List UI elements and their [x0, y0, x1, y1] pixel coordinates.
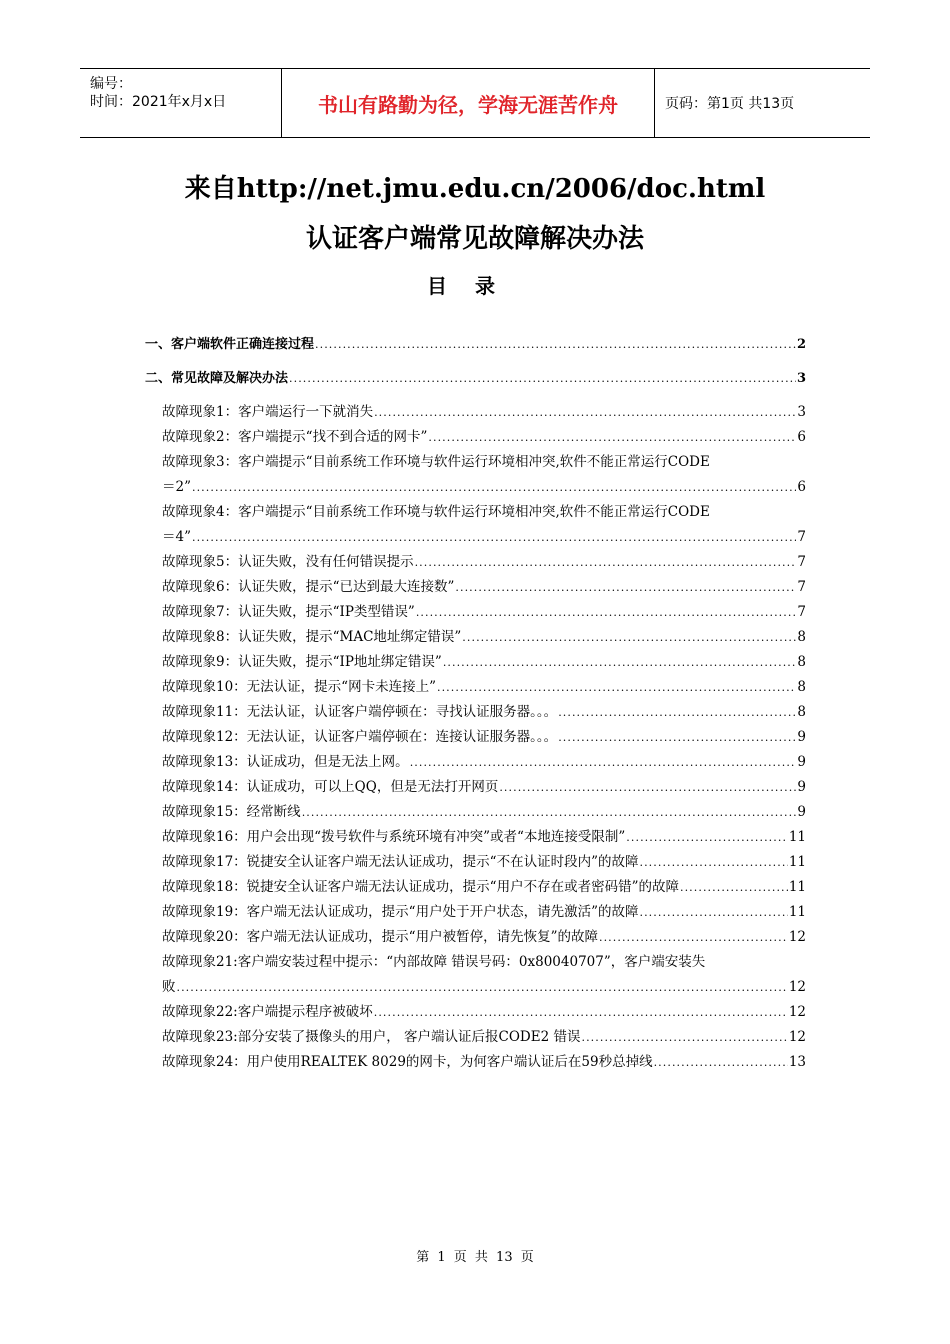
toc-page-number: 12 — [788, 929, 806, 945]
toc-item-text: 故障现象9：认证失败，提示“IP地址绑定错误” — [162, 654, 442, 670]
toc-item-text: 故障现象8：认证失败，提示“MAC地址绑定错误” — [162, 629, 462, 645]
toc-leader — [558, 700, 796, 725]
toc-leader — [443, 650, 797, 675]
toc-item-text: 故障现象24：用户使用REALTEK 8029的网卡，为何客户端认证后在59秒总掉线 — [162, 1054, 653, 1070]
toc-page-number: 7 — [797, 554, 806, 570]
header-page-info: 页码：第1页 共13页 — [665, 96, 795, 112]
toc-item[interactable] — [162, 925, 806, 950]
toc-item[interactable] — [162, 625, 806, 650]
toc-item-text: 败 — [162, 979, 176, 995]
header-left-cell — [80, 69, 280, 137]
toc-item[interactable] — [162, 650, 806, 675]
toc-page-number: 11 — [788, 904, 806, 920]
header-table — [80, 68, 870, 138]
toc-page-number: 2 — [796, 337, 806, 352]
toc-section-text: 一、客户端软件正确连接过程 — [145, 337, 315, 352]
toc-page-number: 12 — [788, 1029, 806, 1045]
toc-page-number: 3 — [796, 371, 806, 386]
toc-item[interactable] — [162, 425, 806, 450]
toc-page-number: 12 — [788, 979, 806, 995]
toc-item-text: 故障现象10：无法认证，提示“网卡未连接上” — [162, 679, 436, 695]
toc-item-text: 故障现象6：认证失败，提示“已达到最大连接数” — [162, 579, 455, 595]
toc-leader — [639, 850, 787, 875]
toc-item[interactable] — [162, 750, 806, 775]
toc-heading: 目录 — [427, 274, 523, 298]
toc-item-text: 故障现象5：认证失败，没有任何错误提示 — [162, 554, 414, 570]
toc-leader — [177, 975, 788, 1000]
toc-item[interactable] — [162, 575, 806, 600]
toc-item-text: 故障现象22:客户端提示程序被破坏 — [162, 1004, 373, 1020]
toc-leader — [639, 900, 787, 925]
toc-leader — [558, 725, 796, 750]
toc-page-number: 8 — [797, 629, 806, 645]
toc-item-text: 故障现象1：客户端运行一下就消失 — [162, 404, 374, 420]
toc-leader — [581, 1025, 787, 1050]
toc-leader — [289, 366, 796, 391]
toc-item-text: 故障现象20：客户端无法认证成功，提示“用户被暂停，请先恢复”的故障 — [162, 929, 598, 945]
toc-page-number: 9 — [797, 779, 806, 795]
toc-item-text: 故障现象14：认证成功，可以上QQ，但是无法打开网页 — [162, 779, 499, 795]
toc-item[interactable] — [162, 850, 806, 875]
toc-page-number: 9 — [797, 754, 806, 770]
header-motto: 书山有路勤为径，学海无涯苦作舟 — [281, 69, 655, 137]
toc-item[interactable] — [162, 700, 806, 725]
toc-item-text: 故障现象23:部分安装了摄像头的用户， 客户端认证后报CODE2 错误 — [162, 1029, 581, 1045]
toc-leader — [428, 425, 796, 450]
toc-section-text: 二、常见故障及解决办法 — [145, 371, 289, 386]
toc-page-number: 9 — [797, 729, 806, 745]
page-footer: 第 1 页 共 13 页 — [416, 1250, 534, 1265]
source-line: 来自http://net.jmu.edu.cn/2006/doc.html — [184, 174, 766, 204]
toc-page-number: 7 — [797, 579, 806, 595]
toc-leader — [416, 600, 797, 625]
toc-item-text: 故障现象15：经常断线 — [162, 804, 301, 820]
toc-page-number: 12 — [788, 1004, 806, 1020]
toc-page-number: 7 — [797, 604, 806, 620]
toc-page-number: 6 — [797, 479, 806, 495]
toc-item[interactable] — [162, 550, 806, 575]
toc-item[interactable] — [162, 950, 806, 1000]
toc-item[interactable] — [162, 600, 806, 625]
toc-leader — [415, 550, 797, 575]
toc-leader — [599, 925, 788, 950]
toc-item-text-line1: 故障现象21:客户端安装过程中提示：“内部故障 错误号码：0x80040707”，客户端安装失 — [162, 954, 706, 970]
toc-page-number: 9 — [797, 804, 806, 820]
toc-item-text: 故障现象18：锐捷安全认证客户端无法认证成功，提示“用户不存在或者密码错”的故障 — [162, 879, 679, 895]
toc-page-number: 8 — [797, 654, 806, 670]
toc-leader — [680, 875, 788, 900]
toc-page-number: 3 — [797, 404, 806, 420]
doc-title: 认证客户端常见故障解决办法 — [305, 224, 644, 254]
toc-item[interactable] — [162, 1050, 806, 1075]
toc-leader — [192, 525, 796, 550]
toc-leader — [462, 625, 796, 650]
toc-leader — [455, 575, 796, 600]
toc-item-text: 故障现象7：认证失败，提示“IP类型错误” — [162, 604, 415, 620]
toc-item[interactable] — [162, 900, 806, 925]
time-label: 时间：2021年x月x日 — [90, 94, 227, 110]
toc-leader — [626, 825, 788, 850]
toc-item[interactable] — [162, 400, 806, 425]
toc-page-number: 6 — [797, 429, 806, 445]
toc-page-number: 11 — [788, 854, 806, 870]
toc-page-number: 11 — [788, 829, 806, 845]
toc-page-number: 7 — [797, 529, 806, 545]
toc-item-text: 故障现象19：客户端无法认证成功，提示“用户处于开户状态，请先激活”的故障 — [162, 904, 639, 920]
toc-item-text: 故障现象16：用户会出现“拨号软件与系统环境有冲突”或者“本地连接受限制” — [162, 829, 626, 845]
toc-item[interactable] — [162, 875, 806, 900]
toc-page-number: 8 — [797, 704, 806, 720]
toc-item[interactable] — [162, 500, 806, 550]
toc-item[interactable] — [162, 1000, 806, 1025]
toc-item-text-line1: 故障现象4：客户端提示“目前系统工作环境与软件运行环境相冲突,软件不能正常运行CODE — [162, 504, 710, 520]
toc-item[interactable] — [162, 1025, 806, 1050]
toc-leader — [499, 775, 796, 800]
toc-item[interactable] — [162, 800, 806, 825]
toc-section[interactable] — [145, 366, 806, 391]
toc-leader — [437, 675, 796, 700]
toc-item-text: 故障现象12：无法认证，认证客户端停顿在：连接认证服务器。。。 — [162, 729, 558, 745]
toc-item[interactable] — [162, 675, 806, 700]
toc-leader — [315, 332, 796, 357]
toc-item-text: ＝4” — [162, 529, 191, 545]
toc-page-number: 11 — [788, 879, 806, 895]
toc-leader — [410, 750, 797, 775]
toc-leader — [302, 800, 797, 825]
toc-leader — [654, 1050, 788, 1075]
toc-page-number: 13 — [788, 1054, 806, 1070]
toc-item-text: 故障现象17：锐捷安全认证客户端无法认证成功，提示“不在认证时段内”的故障 — [162, 854, 639, 870]
toc-section[interactable] — [145, 332, 806, 357]
toc-leader — [374, 1000, 788, 1025]
toc-item[interactable] — [162, 775, 806, 800]
toc-leader — [374, 400, 796, 425]
toc-item-text-line1: 故障现象3：客户端提示“目前系统工作环境与软件运行环境相冲突,软件不能正常运行CODE — [162, 454, 710, 470]
toc-leader — [192, 475, 796, 500]
toc-item[interactable] — [162, 450, 806, 500]
toc-item[interactable] — [162, 725, 806, 750]
toc-item[interactable] — [162, 825, 806, 850]
number-label: 编号： — [90, 76, 132, 92]
toc-item-text: 故障现象11：无法认证，认证客户端停顿在：寻找认证服务器。。。 — [162, 704, 558, 720]
toc-item-text: ＝2” — [162, 479, 191, 495]
toc-item-text: 故障现象13：认证成功，但是无法上网。 — [162, 754, 409, 770]
toc-page-number: 8 — [797, 679, 806, 695]
toc-item-text: 故障现象2：客户端提示“找不到合适的网卡” — [162, 429, 428, 445]
